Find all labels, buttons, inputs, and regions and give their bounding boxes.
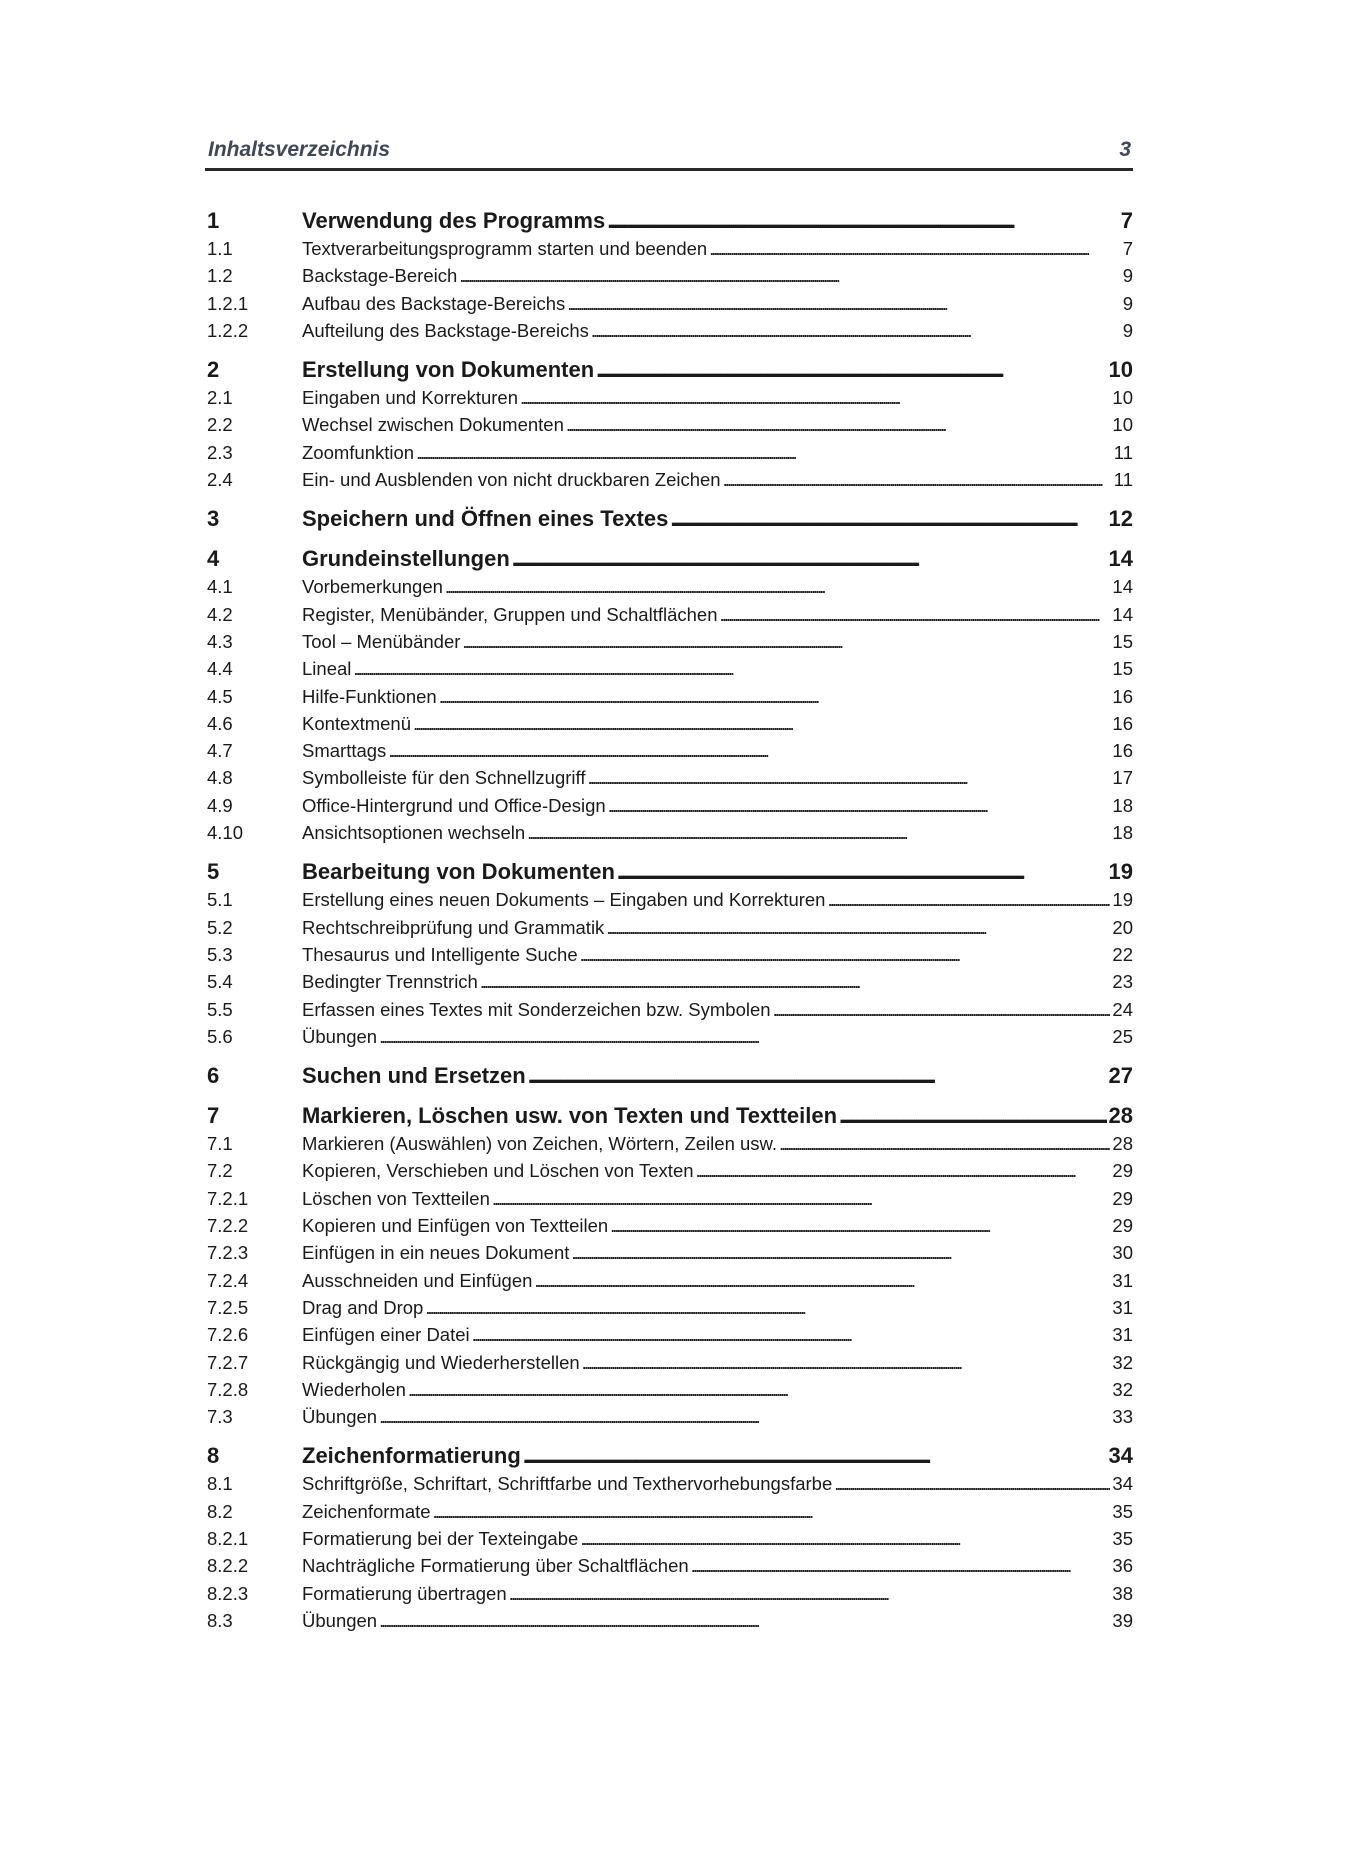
toc-section-entry[interactable] [207,1130,1133,1157]
toc-entry-page: 31 [1112,1324,1133,1346]
toc-entry-page: 9 [1122,319,1133,341]
toc-section-entry[interactable] [207,601,1133,628]
toc-entry-page: 15 [1112,630,1133,652]
toc-section-entry[interactable] [207,1376,1133,1403]
toc-entry-page: 16 [1112,685,1133,707]
toc-dot-leader [617,858,1107,886]
toc-entry-title: Eingaben und Korrekturen [302,387,518,409]
toc-entry-title: Drag and Drop [302,1296,424,1318]
toc-entry-number: 7.2.4 [207,1269,249,1291]
toc-entry-title: Übungen [302,1406,378,1428]
toc-entry-number: 8.1 [207,1473,233,1495]
toc-entry-number: 4.4 [207,658,233,680]
toc-dot-leader [512,545,1107,573]
table-of-contents [207,207,1133,1634]
running-header [205,134,1133,171]
toc-section-entry[interactable] [207,573,1133,600]
toc-entry-number: 4.6 [207,712,233,734]
toc-entry-number: 1.2 [207,265,233,287]
toc-entry-page: 39 [1112,1609,1133,1631]
toc-dot-leader [416,439,1112,466]
toc-entry-title: Smarttags [302,740,387,762]
toc-dot-leader [379,1607,1110,1634]
toc-dot-leader [523,1442,1107,1470]
toc-entry-page: 7 [1120,208,1133,233]
toc-entry-number: 7.2.5 [207,1296,249,1318]
toc-dot-leader [580,1525,1110,1552]
toc-dot-leader [607,207,1119,235]
toc-dot-leader [567,290,1120,317]
toc-entry-title: Textverarbeitungsprogramm starten und beenden [302,238,708,259]
toc-chapter-entry[interactable] [207,505,1133,533]
toc-entry-page: 24 [1112,998,1133,1020]
toc-entry-page: 27 [1108,1063,1133,1089]
toc-entry-number: 4 [207,546,220,572]
toc-section-entry[interactable] [207,1580,1133,1607]
toc-entry-title: Markieren, Löschen usw. von Texten und Textteilen [302,1103,838,1129]
toc-entry-title: Erfassen eines Textes mit Sonderzeichen bzw. Symbolen [302,998,771,1020]
toc-entry-title: Kopieren und Einfügen von Textteilen [302,1215,609,1237]
toc-entry-title: Kontextmenü [302,712,412,734]
toc-entry-page: 10 [1112,414,1133,436]
toc-entry-number: 5.2 [207,916,233,938]
toc-entry-title: Verwendung des Programms [302,208,606,233]
toc-entry-number: 4.9 [207,794,233,816]
toc-entry-title: Office-Hintergrund und Office-Design [302,794,606,816]
toc-section-entry[interactable] [207,439,1133,466]
toc-entry-title: Bedingter Trennstrich [302,971,478,993]
toc-entry-title: Nachträgliche Formatierung über Schaltflächen [302,1555,689,1577]
toc-entry-number: 4.8 [207,767,233,789]
toc-dot-leader [528,1062,1107,1090]
toc-dot-leader [587,764,1110,791]
toc-entry-number: 7.3 [207,1406,233,1428]
toc-chapter-entry[interactable] [207,858,1133,886]
toc-section-entry[interactable] [207,968,1133,995]
toc-section-entry[interactable] [207,1185,1133,1212]
toc-dot-leader [670,505,1106,533]
toc-entry-page: 20 [1112,916,1133,938]
toc-section-entry[interactable] [207,792,1133,819]
toc-dot-leader [520,384,1110,411]
toc-entry-title: Symbolleiste für den Schnellzugriff [302,767,586,789]
toc-entry-number: 7.2.8 [207,1378,249,1400]
toc-entry-number: 7.2.7 [207,1351,249,1373]
toc-section-entry[interactable] [207,384,1133,411]
toc-dot-leader [509,1580,1111,1607]
toc-section-entry[interactable] [207,819,1133,846]
toc-dot-leader [720,601,1111,628]
toc-dot-leader [439,683,1111,710]
toc-entry-number: 8 [207,1443,220,1469]
toc-section-entry[interactable] [207,1498,1133,1525]
toc-dot-leader [696,1157,1111,1184]
toc-entry-page: 9 [1122,265,1133,287]
toc-dot-leader [353,655,1110,682]
toc-dot-leader [413,710,1110,737]
toc-dot-leader [492,1185,1111,1212]
toc-entry-title: Zoomfunktion [302,441,415,463]
toc-section-entry[interactable] [207,1267,1133,1294]
toc-entry-number: 4.1 [207,576,233,598]
toc-section-entry[interactable] [207,1552,1133,1579]
toc-entry-page: 38 [1112,1582,1133,1604]
toc-entry-page: 25 [1112,1025,1133,1047]
toc-entry-page: 30 [1112,1242,1133,1264]
toc-entry-title: Einfügen in ein neues Dokument [302,1242,570,1264]
toc-entry-title: Speichern und Öffnen eines Textes [302,506,669,532]
toc-section-entry[interactable] [207,1525,1133,1552]
toc-section-entry[interactable] [207,1294,1133,1321]
toc-entry-number: 5.4 [207,971,233,993]
toc-dot-leader [723,466,1112,493]
toc-dot-leader [691,1552,1111,1579]
toc-entry-title: Ausschneiden und Einfügen [302,1269,533,1291]
toc-entry-number: 4.3 [207,630,233,652]
header-title: Inhaltsverzeichnis [208,138,391,161]
toc-dot-leader [472,1321,1111,1348]
toc-section-entry[interactable] [207,710,1133,737]
toc-entry-page: 12 [1108,506,1133,532]
toc-entry-number: 4.10 [207,822,244,844]
toc-entry-page: 19 [1108,859,1133,885]
toc-section-entry[interactable] [207,1403,1133,1430]
toc-entry-title: Vorbemerkungen [302,576,443,598]
toc-section-entry[interactable] [207,1349,1133,1376]
toc-entry-title: Thesaurus und Intelligente Suche [302,943,578,965]
toc-entry-title: Löschen von Textteilen [302,1187,490,1209]
toc-dot-leader [534,1267,1110,1294]
toc-entry-title: Grundeinstellungen [302,546,510,572]
toc-dot-leader [459,262,1120,289]
toc-entry-title: Schriftgröße, Schriftart, Schriftfarbe und Texthervorhebungsfarbe [302,1473,833,1495]
toc-entry-number: 7.1 [207,1133,233,1155]
toc-section-entry[interactable] [207,1321,1133,1348]
toc-entry-title: Übungen [302,1025,378,1047]
toc-entry-title: Formatierung übertragen [302,1582,507,1604]
toc-entry-title: Zeichenformatierung [302,1443,521,1469]
toc-dot-leader [527,819,1110,846]
toc-entry-page: 17 [1112,767,1133,789]
toc-entry-title: Wiederholen [302,1378,406,1400]
toc-entry-page: 22 [1112,943,1133,965]
toc-entry-number: 3 [207,506,220,532]
toc-entry-number: 7.2.6 [207,1324,249,1346]
toc-dot-leader [591,317,1121,344]
toc-entry-page: 11 [1113,469,1133,491]
toc-entry-page: 31 [1112,1296,1133,1318]
toc-dot-leader [425,1294,1110,1321]
toc-entry-page: 31 [1112,1269,1133,1291]
toc-entry-number: 5.6 [207,1025,233,1047]
toc-entry-page: 29 [1112,1187,1133,1209]
toc-entry-page: 10 [1108,357,1133,383]
toc-dot-leader [571,1239,1110,1266]
toc-section-entry[interactable] [207,941,1133,968]
toc-entry-title: Einfügen einer Datei [302,1324,470,1346]
toc-section-entry[interactable] [207,1023,1133,1050]
toc-dot-leader [566,411,1111,438]
toc-entry-title: Aufbau des Backstage-Bereichs [302,292,566,314]
toc-entry-title: Ein- und Ausblenden von nicht druckbaren Zeichen [302,469,721,491]
toc-entry-number: 2.1 [207,387,233,409]
toc-entry-title: Kopieren, Verschieben und Löschen von Texten [302,1160,694,1182]
toc-section-entry[interactable] [207,1607,1133,1634]
toc-entry-page: 36 [1112,1555,1133,1577]
toc-section-entry[interactable] [207,1470,1133,1497]
toc-entry-number: 1 [207,208,220,233]
toc-section-entry[interactable] [207,764,1133,791]
toc-chapter-entry[interactable] [207,1442,1133,1470]
toc-entry-title: Erstellung von Dokumenten [302,357,595,383]
toc-section-entry[interactable] [207,996,1133,1023]
toc-entry-page: 35 [1112,1527,1133,1549]
toc-entry-number: 7.2.3 [207,1242,249,1264]
toc-entry-page: 28 [1108,1103,1133,1129]
toc-entry-page: 16 [1112,740,1133,762]
toc-entry-title: Rechtschreibprüfung und Grammatik [302,916,605,938]
toc-section-entry[interactable] [207,1239,1133,1266]
toc-entry-page: 9 [1122,292,1133,314]
toc-entry-title: Wechsel zwischen Dokumenten [302,414,564,436]
toc-entry-number: 8.2 [207,1500,233,1522]
toc-chapter-entry[interactable] [207,356,1133,384]
toc-entry-number: 4.5 [207,685,233,707]
toc-entry-number: 1.2.1 [207,292,249,314]
toc-dot-leader [379,1023,1110,1050]
toc-section-entry[interactable] [207,1212,1133,1239]
toc-entry-number: 2.4 [207,469,233,491]
toc-dot-leader [773,996,1111,1023]
toc-entry-number: 2.3 [207,441,233,463]
toc-entry-title: Übungen [302,1609,378,1631]
toc-chapter-entry[interactable] [207,1062,1133,1090]
toc-chapter-entry[interactable] [207,207,1133,235]
toc-dot-leader [827,886,1110,913]
toc-entry-page: 32 [1112,1351,1133,1373]
toc-entry-number: 6 [207,1063,220,1089]
toc-chapter-entry[interactable] [207,545,1133,573]
toc-dot-leader [580,941,1111,968]
toc-entry-number: 2.2 [207,414,233,436]
toc-entry-number: 8.3 [207,1609,233,1631]
toc-entry-title: Markieren (Auswählen) von Zeichen, Wörtern, Zeilen usw. [302,1133,778,1155]
toc-dot-leader [606,914,1110,941]
toc-dot-leader [379,1403,1110,1430]
toc-entry-title: Hilfe-Funktionen [302,685,437,707]
toc-entry-page: 14 [1108,546,1133,572]
toc-entry-title: Aufteilung des Backstage-Bereichs [302,319,589,341]
toc-dot-leader [709,235,1121,262]
toc-section-entry[interactable] [207,466,1133,493]
toc-dot-leader [839,1102,1106,1130]
toc-entry-number: 4.7 [207,740,233,762]
toc-entry-page: 14 [1112,576,1133,598]
toc-entry-page: 29 [1112,1160,1133,1182]
toc-dot-leader [445,573,1111,600]
toc-entry-page: 18 [1112,822,1133,844]
toc-section-entry[interactable] [207,1157,1133,1184]
toc-entry-number: 7.2 [207,1160,233,1182]
toc-dot-leader [610,1212,1110,1239]
toc-section-entry[interactable] [207,235,1133,262]
toc-entry-number: 8.2.2 [207,1555,249,1577]
toc-entry-page: 33 [1112,1406,1133,1428]
toc-entry-number: 7 [207,1103,220,1129]
toc-dot-leader [779,1130,1110,1157]
toc-entry-page: 35 [1112,1500,1133,1522]
toc-entry-page: 18 [1112,794,1133,816]
toc-entry-number: 4.2 [207,603,233,625]
toc-entry-title: Backstage-Bereich [302,265,458,287]
toc-entry-number: 2 [207,357,220,383]
toc-entry-title: Rückgängig und Wiederherstellen [302,1351,580,1373]
toc-entry-number: 5.3 [207,943,233,965]
toc-entry-title: Lineal [302,658,352,680]
toc-entry-page: 15 [1112,658,1133,680]
toc-entry-page: 19 [1112,889,1133,911]
toc-entry-number: 5.5 [207,998,233,1020]
toc-entry-title: Suchen und Ersetzen [302,1063,526,1089]
toc-entry-page: 28 [1112,1133,1133,1155]
toc-entry-number: 7.2.2 [207,1215,249,1237]
toc-dot-leader [480,968,1111,995]
toc-chapter-entry[interactable] [207,1102,1133,1130]
toc-entry-title: Register, Menübänder, Gruppen und Schaltflächen [302,603,718,625]
toc-dot-leader [462,628,1110,655]
toc-dot-leader [834,1470,1110,1497]
toc-entry-title: Tool – Menübänder [302,630,461,652]
toc-entry-page: 34 [1108,1443,1133,1469]
toc-entry-page: 16 [1112,712,1133,734]
toc-dot-leader [608,792,1111,819]
toc-entry-page: 34 [1112,1473,1133,1495]
toc-entry-number: 5 [207,859,220,885]
toc-entry-page: 23 [1112,971,1133,993]
toc-entry-page: 7 [1122,238,1133,259]
toc-section-entry[interactable] [207,411,1133,438]
toc-entry-number: 1.2.2 [207,319,249,341]
toc-dot-leader [388,737,1110,764]
toc-entry-page: 10 [1112,387,1133,409]
toc-entry-title: Erstellung eines neuen Dokuments – Eingaben und Korrekturen [302,889,826,911]
toc-entry-number: 8.2.1 [207,1527,249,1549]
toc-entry-page: 29 [1112,1215,1133,1237]
toc-dot-leader [582,1349,1111,1376]
toc-entry-number: 8.2.3 [207,1582,249,1604]
header-page-number: 3 [1119,138,1131,161]
toc-entry-page: 14 [1112,603,1133,625]
toc-dot-leader [433,1498,1111,1525]
toc-section-entry[interactable] [207,290,1133,317]
toc-section-entry[interactable] [207,683,1133,710]
toc-section-entry[interactable] [207,914,1133,941]
toc-entry-number: 7.2.1 [207,1187,249,1209]
toc-section-entry[interactable] [207,886,1133,913]
toc-entry-number: 1.1 [207,238,233,259]
toc-section-entry[interactable] [207,655,1133,682]
toc-entry-title: Formatierung bei der Texteingabe [302,1527,579,1549]
toc-entry-page: 32 [1112,1378,1133,1400]
toc-dot-leader [408,1376,1111,1403]
toc-entry-title: Zeichenformate [302,1500,431,1522]
toc-section-entry[interactable] [207,262,1133,289]
toc-entry-title: Bearbeitung von Dokumenten [302,859,615,885]
toc-section-entry[interactable] [207,737,1133,764]
toc-entry-number: 5.1 [207,889,233,911]
toc-entry-title: Ansichtsoptionen wechseln [302,822,526,844]
toc-section-entry[interactable] [207,628,1133,655]
toc-section-entry[interactable] [207,317,1133,344]
toc-entry-page: 11 [1113,441,1133,463]
toc-dot-leader [596,356,1106,384]
